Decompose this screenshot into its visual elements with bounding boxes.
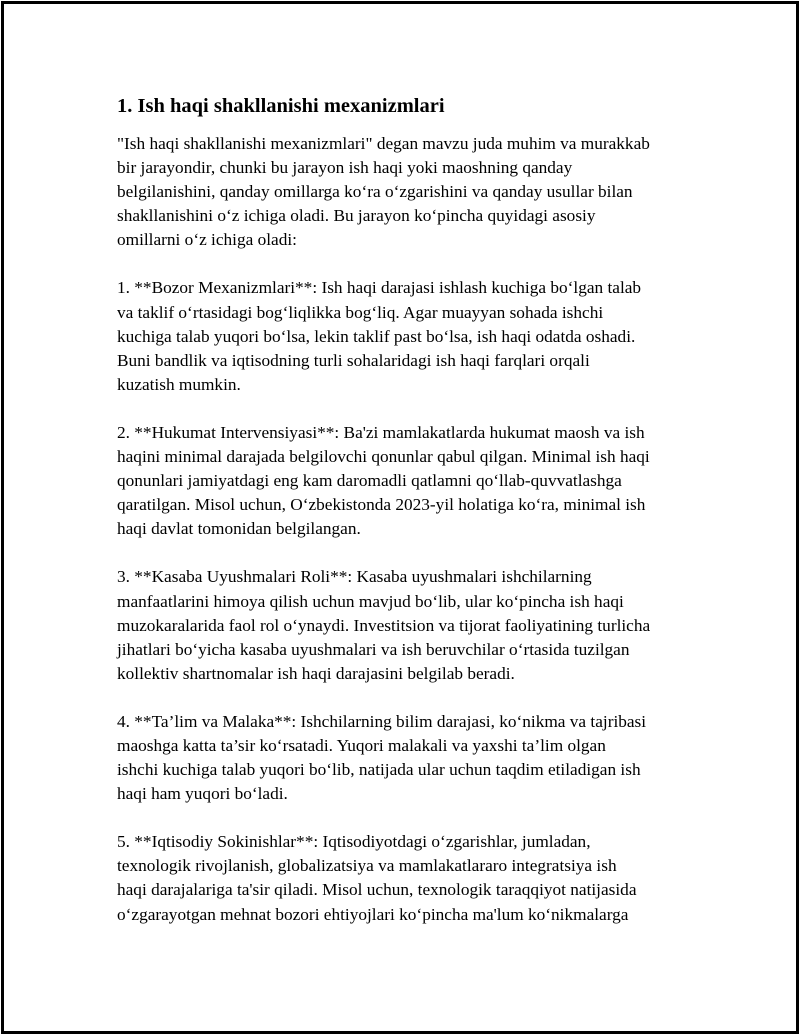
text-line: haqi darajalariga ta'sir qiladi. Misol uchun, texnologik taraqqiyot natijasida xyxy=(117,880,637,900)
text-line: haqi ham yuqori bo‘ladi. xyxy=(117,784,288,804)
intro-paragraph xyxy=(117,132,689,252)
text-line: bir jarayondir, chunki bu jarayon ish haqi yoki maoshning qanday xyxy=(117,158,573,178)
text-line: Buni bandlik va iqtisodning turli sohalaridagi ish haqi farqlari orqali xyxy=(117,350,590,370)
list-item-iqtisodiy-sokinishlar xyxy=(117,830,689,926)
text-line: qonunlari jamiyatdagi eng kam daromadli qatlamni qo‘llab-quvvatlashga xyxy=(117,471,622,491)
list-item-kasaba-uyushmalari xyxy=(117,565,689,685)
text-line: kollektiv shartnomalar ish haqi darajasini belgilab beradi. xyxy=(117,663,515,683)
text-line: muzokaralarida faol rol o‘ynaydi. Investitsion va tijorat faoliyatining turlicha xyxy=(117,615,651,635)
text-line: 3. **Kasaba Uyushmalari Roli**: Kasaba uyushmalari ishchilarning xyxy=(117,567,592,587)
text-line: va taklif o‘rtasidagi bog‘liqlikka bog‘liq. Agar muayyan sohada ishchi xyxy=(117,302,604,322)
text-line: omillarni o‘z ichiga oladi: xyxy=(117,230,297,250)
list-item-talim-va-malaka xyxy=(117,710,689,806)
text-line: kuchiga talab yuqori bo‘lsa, lekin taklif past bo‘lsa, ish haqi odatda oshadi. xyxy=(117,326,636,346)
list-item-hukumat-intervensiyasi xyxy=(117,421,689,541)
text-line: 1. **Bozor Mexanizmlari**: Ish haqi darajasi ishlash kuchiga bo‘lgan talab xyxy=(117,278,642,298)
text-line: o‘zgarayotgan mehnat bozori ehtiyojlari ko‘pincha ma'lum ko‘nikmalarga xyxy=(117,904,629,924)
text-line: "Ish haqi shakllanishi mexanizmlari" degan mavzu juda muhim va murakkab xyxy=(117,134,650,153)
text-line: texnologik rivojlanish, globalizatsiya va mamlakatlararo integratsiya ish xyxy=(117,856,617,876)
text-line: belgilanishini, qanday omillarga ko‘ra o‘zgarishini va qanday usullar bilan xyxy=(117,182,633,202)
document-body xyxy=(117,94,689,951)
text-line: maoshga katta ta’sir ko‘rsatadi. Yuqori malakali va yaxshi ta’lim olgan xyxy=(117,735,606,755)
text-line: manfaatlarini himoya qilish uchun mavjud bo‘lib, ular ko‘pincha ish haqi xyxy=(117,591,624,611)
text-line: haqi davlat tomonidan belgilangan. xyxy=(117,519,361,539)
text-line: ishchi kuchiga talab yuqori bo‘lib, natijada ular uchun taqdim etiladigan ish xyxy=(117,760,641,780)
text-line: shakllanishini o‘z ichiga oladi. Bu jarayon ko‘pincha quyidagi asosiy xyxy=(117,206,596,226)
text-line: 4. **Ta’lim va Malaka**: Ishchilarning bilim darajasi, ko‘nikma va tajribasi xyxy=(117,711,647,731)
text-line: 2. **Hukumat Intervensiyasi**: Ba'zi mamlakatlarda hukumat maosh va ish xyxy=(117,422,645,442)
text-line: haqini minimal darajada belgilovchi qonunlar qabul qilgan. Minimal ish haqi xyxy=(117,447,650,467)
text-line: jihatlari bo‘yicha kasaba uyushmalari va ish beruvchilar o‘rtasida tuzilgan xyxy=(117,639,630,659)
text-line: kuzatish mumkin. xyxy=(117,374,241,394)
document-title: 1. Ish haqi shakllanishi mexanizmlari xyxy=(117,95,445,117)
list-item-bozor-mexanizmlari xyxy=(117,276,689,396)
text-line: qaratilgan. Misol uchun, O‘zbekistonda 2023-yil holatiga ko‘ra, minimal ish xyxy=(117,495,646,515)
text-line: 5. **Iqtisodiy Sokinishlar**: Iqtisodiyotdagi o‘zgarishlar, jumladan, xyxy=(117,832,591,852)
